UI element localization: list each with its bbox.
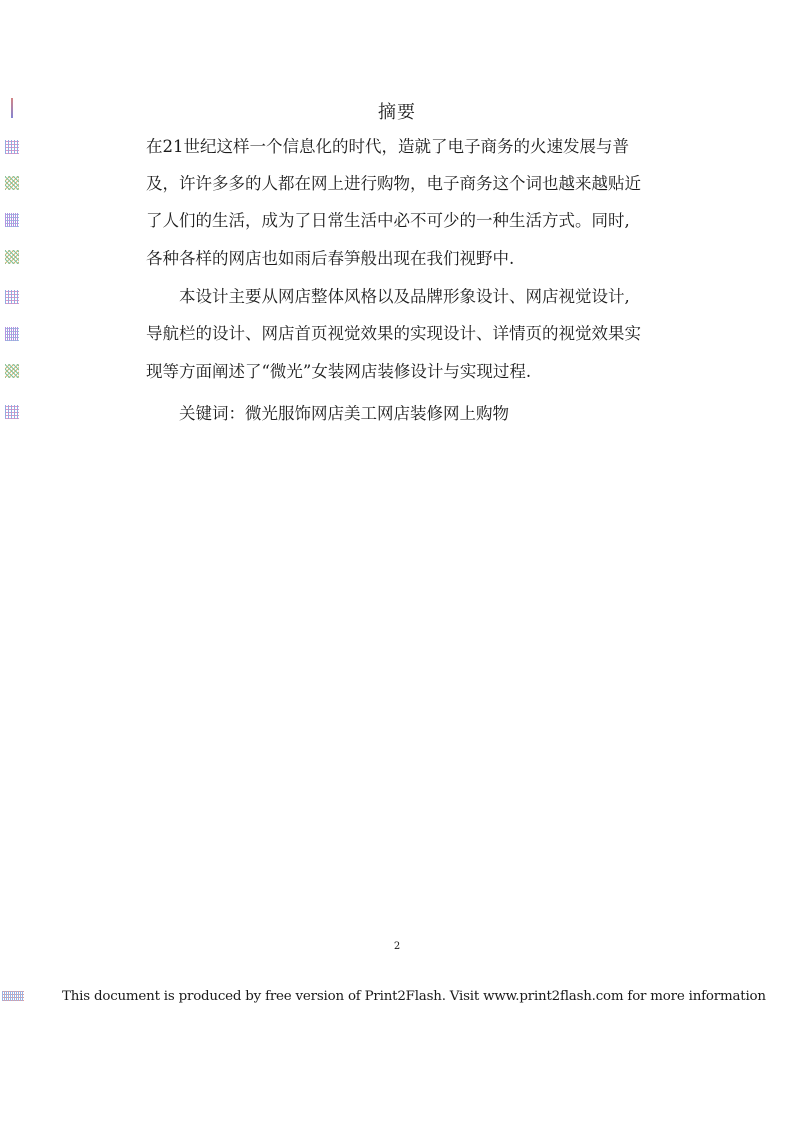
abstract-title: 摘要 bbox=[378, 102, 416, 123]
margin-marker bbox=[5, 327, 19, 341]
margin-marker bbox=[5, 250, 19, 264]
margin-marker bbox=[5, 405, 19, 419]
paragraph-line: 了人们的生活，成为了日常生活中必不可少的一种生活方式。同时, bbox=[146, 211, 630, 230]
margin-marker bbox=[5, 364, 19, 378]
margin-marker bbox=[5, 290, 19, 304]
print2flash-notice: This document is produced by free version of Print2Flash. Visit www.print2flash.com for more information bbox=[62, 989, 766, 1004]
paragraph-line: 现等方面阐述了“微光”女装网店装修设计与实现过程. bbox=[146, 362, 532, 381]
margin-marker bbox=[5, 140, 19, 154]
footer-marker bbox=[2, 991, 24, 1001]
paragraph-line: 及，许许多多的人都在网上进行购物，电子商务这个词也越来越贴近 bbox=[146, 174, 641, 193]
keywords-line: 关键词：微光服饰网店美工网店装修网上购物 bbox=[179, 404, 509, 423]
page-number: 2 bbox=[393, 941, 401, 952]
paragraph-line: 各种各样的网店也如雨后春笋般出现在我们视野中. bbox=[146, 249, 515, 268]
paragraph-line: 本设计主要从网店整体风格以及品牌形象设计、网店视觉设计, bbox=[179, 287, 630, 306]
margin-marker bbox=[5, 176, 19, 190]
margin-marker bbox=[5, 213, 19, 227]
paragraph-line: 在21世纪这样一个信息化的时代，造就了电子商务的火速发展与普 bbox=[146, 137, 629, 156]
paragraph-line: 导航栏的设计、网店首页视觉效果的实现设计、详情页的视觉效果实 bbox=[146, 324, 641, 343]
